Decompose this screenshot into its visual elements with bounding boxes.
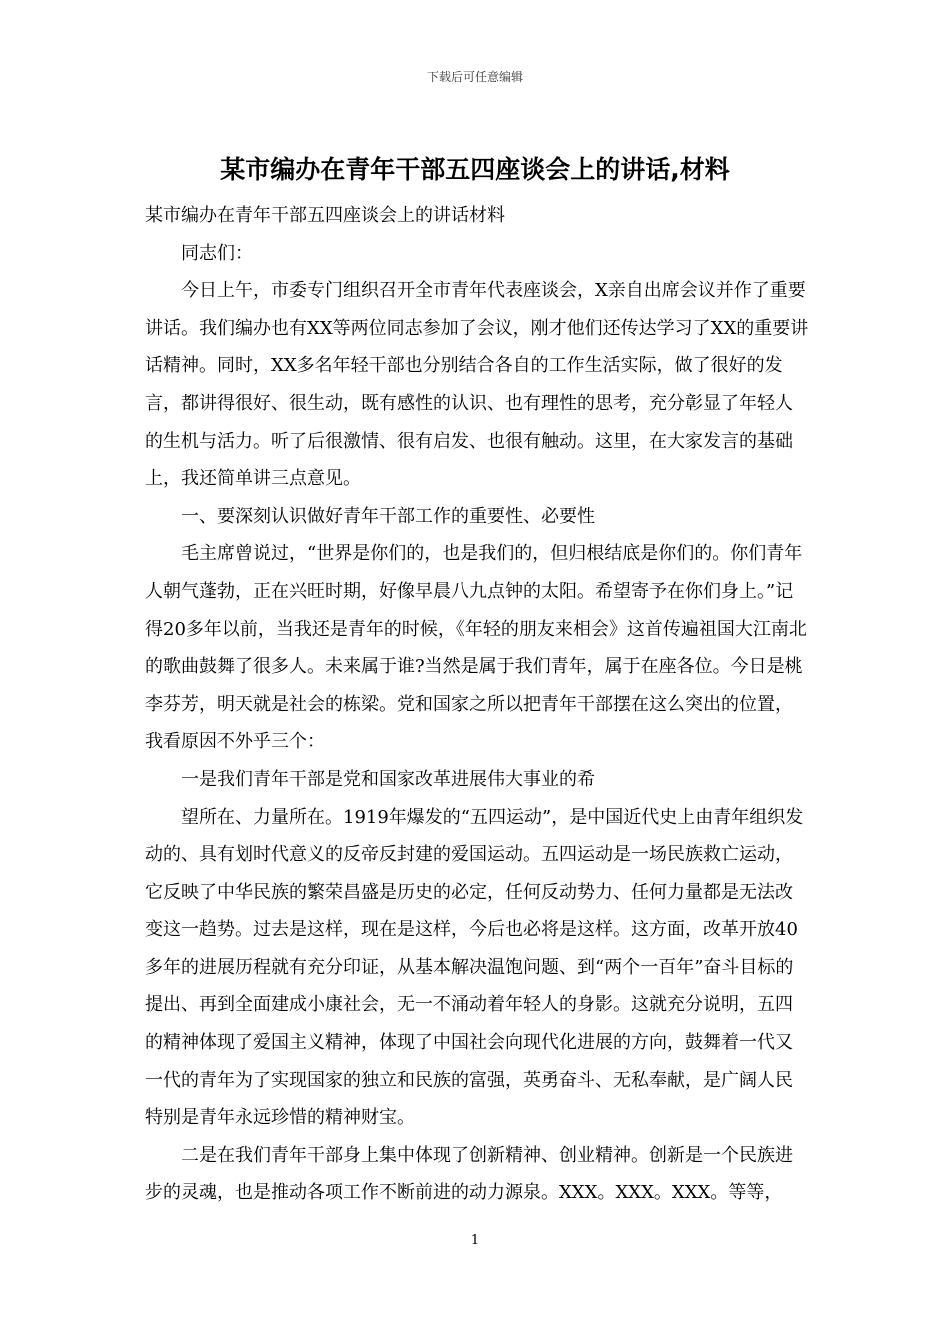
paragraph: 今日上午，市委专门组织召开全市青年代表座谈会，X亲自出席会议并作了重要讲话。我们编办也有XX等两位同志参加了会议，刚才他们还传达学习了XX的重要讲话精神。同时，XX多名年轻干部也分别结合各自的工作生活实际，做了很好的发言，都讲得很好、很生动，既有感性的认识、也有理性的思考，充分彰显了年轻人的生机与活力。听了后很激情、很有启发、也很有触动。这里，在大家发言的基础上，我还简单讲三点意见。 bbox=[145, 280, 809, 490]
paragraph: 望所在、力量所在。1919年爆发的“五四运动”，是中国近代史上由青年组织发动的、具有划时代意义的反帝反封建的爱国运动。五四运动是一场民族救亡运动，它反映了中华民族的繁荣昌盛是历史的必定，任何反动势力、任何力量都是无法改变这一趋势。过去是这样，现在是这样，今后也必将是这样。这方面，改革开放40多年的进展历程就有充分印证，从基本解决温饱问题、到“两个一百年”奋斗目标的提出、再到全面建成小康社会，无一不涌动着年轻人的身影。这就充分说明，五四的精神体现了爱国主义精神，体现了中国社会向现代化进展的方向，鼓舞着一代又一代的青年为了实现国家的独立和民族的富强，英勇奋斗、无私奉献，是广阔人民特别是青年永远珍惜的精神财宝。 bbox=[145, 806, 804, 1129]
paragraph: 毛主席曾说过，“世界是你们的，也是我们的，但归根结底是你们的。你们青年人朝气蓬勃，正在兴旺时期，好像早晨八九点钟的太阳。希望寄予在你们身上。”记得20多年以前，当我还是青年的时候，《年轻的朋友来相会》这首传遍祖国大江南北的歌曲鼓舞了很多人。未来属于谁?当然是属于我们青年，属于在座各位。今日是桃李芬芳，明天就是社会的栋梁。党和国家之所以把青年干部摆在这么突出的位置，我看原因不外乎三个： bbox=[145, 543, 807, 753]
section-heading: 一、要深刻认识做好青年干部工作的重要性、必要性 bbox=[181, 505, 595, 527]
paragraph: 二是在我们青年干部身上集中体现了创新精神、创业精神。创新是一个民族进步的灵魂，也是推动各项工作不断前进的动力源泉。XXX。XXX。XXX。等等， bbox=[145, 1144, 793, 1204]
paragraph: 一是我们青年干部是党和国家改革进展伟大事业的希 bbox=[181, 768, 595, 790]
header-note: 下载后可任意编辑 bbox=[426, 70, 523, 84]
page-number: 1 bbox=[470, 1233, 480, 1248]
document-subtitle: 某市编办在青年干部五四座谈会上的讲话材料 bbox=[145, 205, 505, 226]
document-body bbox=[145, 197, 810, 1212]
document-title: 某市编办在青年干部五四座谈会上的讲话,材料 bbox=[220, 155, 730, 184]
greeting: 同志们： bbox=[181, 242, 253, 264]
